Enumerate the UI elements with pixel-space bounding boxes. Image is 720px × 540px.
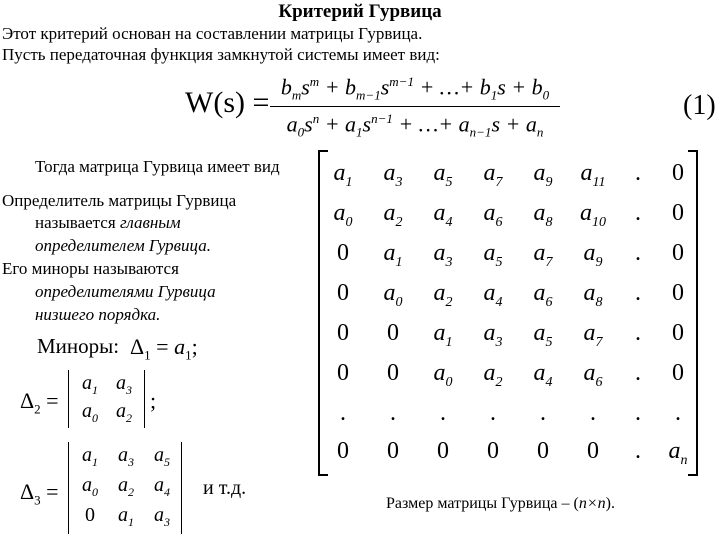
matrix-cell: 0 xyxy=(387,438,399,464)
determinant-left-bar xyxy=(68,370,69,428)
matrix-cell: $a_5$ xyxy=(533,320,553,350)
matrix-cell: $a_0$ xyxy=(433,360,453,390)
determinant-left-bar xyxy=(68,442,69,534)
page-title: Критерий Гурвица xyxy=(278,1,442,22)
matrix-cell: $a_9$ xyxy=(533,160,553,190)
matrix-cell: $a_5$ xyxy=(433,160,453,190)
matrix-cell: 0 xyxy=(337,320,349,346)
matrix-cell: . xyxy=(390,400,396,426)
matrix-cell: 0 xyxy=(587,438,599,464)
formula-denominator: $a_0s^n + a_1s^{n-1}$ + …+ $a_{n-1}s + a_n$ xyxy=(286,111,544,140)
determinant-cell: $a_3$ xyxy=(116,372,132,397)
matrix-cell: $a_2$ xyxy=(383,200,403,230)
minor-delta-2-label: $\Delta_2$ = xyxy=(20,388,59,417)
matrix-cell: 0 xyxy=(672,280,684,306)
matrix-cell: $a_{10}$ xyxy=(580,200,606,230)
minor-delta-2-semicolon: ; xyxy=(150,388,157,413)
matrix-intro-text: Тогда матрица Гурвица имеет вид xyxy=(35,157,280,176)
determinant-text-line-2: называется главным xyxy=(35,213,181,232)
minor-delta-2-determinant xyxy=(68,370,148,428)
matrix-cell: $a_5$ xyxy=(483,240,503,270)
hurwitz-matrix xyxy=(318,150,698,472)
formula-numerator: $b_ms^m + b_{m-1}s^{m-1}$ + …+ $b_1s + b_0$ xyxy=(280,74,550,103)
matrix-cell: $a_8$ xyxy=(533,200,553,230)
determinant-cell: $a_1$ xyxy=(82,372,98,397)
matrix-cell: $a_1$ xyxy=(383,240,403,270)
matrix-cell: $a_4$ xyxy=(483,280,503,310)
matrix-cell: 0 xyxy=(672,200,684,226)
matrix-cell: . xyxy=(635,280,641,306)
determinant-text-line-3: определителем Гурвица. xyxy=(35,236,212,255)
determinant-cell: $a_1$ xyxy=(118,504,134,529)
matrix-cell: $a_{11}$ xyxy=(580,160,606,190)
determinant-cell: $a_3$ xyxy=(154,504,170,529)
formula-lhs: W(s) = xyxy=(185,86,270,119)
determinant-cell: $a_1$ xyxy=(82,444,98,469)
matrix-cell: . xyxy=(490,400,496,426)
determinant-cell: $a_4$ xyxy=(154,474,170,499)
matrix-cell: . xyxy=(675,400,681,426)
determinant-cell: $a_0$ xyxy=(82,400,98,425)
matrix-cell: . xyxy=(635,160,641,186)
matrix-cell: . xyxy=(635,438,641,464)
matrix-cell: 0 xyxy=(337,360,349,386)
intro-line-2: Пусть передаточная функция замкнутой системы имеет вид: xyxy=(2,45,440,64)
minors-label: Миноры: xyxy=(37,334,120,358)
determinant-text-line-4: Его миноры называются xyxy=(2,259,179,278)
matrix-cell: . xyxy=(635,200,641,226)
matrix-left-bracket xyxy=(318,150,328,476)
matrix-cell: . xyxy=(635,400,641,426)
matrix-cell: 0 xyxy=(337,240,349,266)
matrix-cell: $a_4$ xyxy=(533,360,553,390)
matrix-cell: 0 xyxy=(437,438,449,464)
matrix-cell: . xyxy=(635,360,641,386)
matrix-cell: 0 xyxy=(387,320,399,346)
matrix-cell: $a_6$ xyxy=(533,280,553,310)
determinant-right-bar xyxy=(144,370,145,428)
matrix-cell: $a_1$ xyxy=(333,160,353,190)
matrix-cell: . xyxy=(540,400,546,426)
matrix-cell: 0 xyxy=(672,240,684,266)
matrix-cell: $a_0$ xyxy=(383,280,403,310)
matrix-cell: 0 xyxy=(537,438,549,464)
determinant-text-line-1: Определитель матрицы Гурвица xyxy=(2,191,237,210)
matrix-cell: $a_4$ xyxy=(433,200,453,230)
matrix-cell: . xyxy=(635,240,641,266)
matrix-cell: $a_2$ xyxy=(483,360,503,390)
matrix-cell: 0 xyxy=(672,160,684,186)
matrix-cell: $a_6$ xyxy=(583,360,603,390)
matrix-cell: $a_3$ xyxy=(383,160,403,190)
matrix-cell: $a_2$ xyxy=(433,280,453,310)
matrix-cell: $a_7$ xyxy=(483,160,503,190)
matrix-cell: . xyxy=(635,320,641,346)
determinant-text-line-5: определителями Гурвица xyxy=(35,282,216,301)
matrix-right-bracket xyxy=(688,150,698,476)
matrix-cell: $a_7$ xyxy=(583,320,603,350)
matrix-cell: $a_3$ xyxy=(433,240,453,270)
determinant-cell: $a_2$ xyxy=(118,474,134,499)
determinant-text-line-6: низшего порядка. xyxy=(35,305,161,324)
matrix-cell: $a_n$ xyxy=(668,438,688,468)
matrix-cell: . xyxy=(590,400,596,426)
matrix-cell: $a_7$ xyxy=(533,240,553,270)
matrix-cell: $a_3$ xyxy=(483,320,503,350)
minor-delta-3-label: $\Delta_3$ = xyxy=(20,479,59,508)
intro-line-1: Этот критерий основан на составлении матрицы Гурвица. xyxy=(2,24,423,43)
minor-delta-3-determinant xyxy=(68,442,183,534)
matrix-cell: $a_6$ xyxy=(483,200,503,230)
determinant-cell: 0 xyxy=(85,504,95,526)
matrix-cell: . xyxy=(340,400,346,426)
determinant-cell: $a_3$ xyxy=(118,444,134,469)
matrix-cell: 0 xyxy=(672,320,684,346)
matrix-cell: $a_1$ xyxy=(433,320,453,350)
matrix-cell: 0 xyxy=(337,438,349,464)
minor-delta-1: $\Delta_1 = a_1$; xyxy=(130,334,198,363)
matrix-cell: $a_0$ xyxy=(333,200,353,230)
matrix-cell: 0 xyxy=(387,360,399,386)
matrix-cell: $a_8$ xyxy=(583,280,603,310)
matrix-cell: . xyxy=(440,400,446,426)
fraction-bar xyxy=(270,106,560,107)
matrix-cell: 0 xyxy=(487,438,499,464)
minors-etc-text: и т.д. xyxy=(203,477,247,499)
determinant-cell: $a_0$ xyxy=(82,474,98,499)
matrix-size-text: Размер матрицы Гурвица – (n×n). xyxy=(386,495,615,512)
matrix-cell: $a_9$ xyxy=(583,240,603,270)
determinant-cell: $a_5$ xyxy=(154,444,170,469)
matrix-cell: 0 xyxy=(672,360,684,386)
equation-number: (1) xyxy=(683,90,716,121)
determinant-cell: $a_2$ xyxy=(116,400,132,425)
matrix-cell: 0 xyxy=(337,280,349,306)
